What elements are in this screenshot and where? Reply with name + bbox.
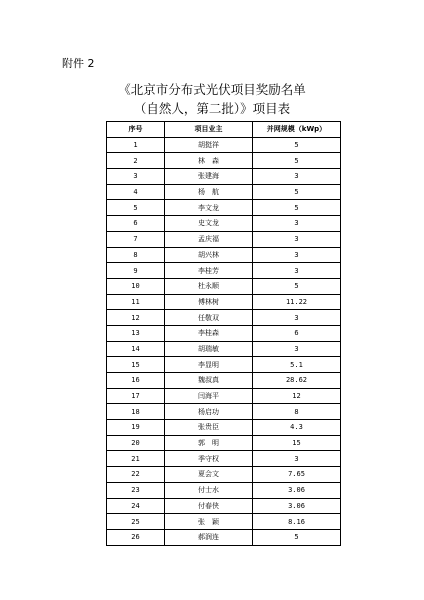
header-index: 序号 [107, 122, 165, 138]
row-owner: 林 森 [165, 153, 253, 169]
header-capacity: 并网规模（kWp） [253, 122, 341, 138]
row-capacity: 3 [253, 169, 341, 185]
table-row [107, 529, 341, 545]
table-row [107, 373, 341, 389]
row-index: 14 [107, 341, 165, 357]
row-index: 3 [107, 169, 165, 185]
row-index: 1 [107, 137, 165, 153]
row-capacity: 5.1 [253, 357, 341, 373]
row-owner: 李显明 [165, 357, 253, 373]
row-index: 12 [107, 310, 165, 326]
row-owner: 郝润连 [165, 529, 253, 545]
row-index: 16 [107, 373, 165, 389]
row-capacity: 3 [253, 216, 341, 232]
project-table [106, 121, 341, 546]
row-capacity: 5 [253, 278, 341, 294]
row-capacity: 8.16 [253, 514, 341, 530]
row-index: 18 [107, 404, 165, 420]
row-index: 11 [107, 294, 165, 310]
row-index: 19 [107, 420, 165, 436]
row-index: 25 [107, 514, 165, 530]
row-capacity: 8 [253, 404, 341, 420]
table-row [107, 388, 341, 404]
row-capacity: 3 [253, 341, 341, 357]
row-owner: 任敬双 [165, 310, 253, 326]
row-capacity: 5 [253, 184, 341, 200]
table-row [107, 184, 341, 200]
table-row [107, 278, 341, 294]
table-row [107, 216, 341, 232]
table-row [107, 420, 341, 436]
table-row [107, 263, 341, 279]
table-header-row [107, 122, 341, 138]
row-owner: 闫海平 [165, 388, 253, 404]
table-row [107, 153, 341, 169]
table-row [107, 451, 341, 467]
row-index: 13 [107, 325, 165, 341]
table-row [107, 294, 341, 310]
table-row [107, 137, 341, 153]
header-owner: 项目业主 [165, 122, 253, 138]
table-row [107, 325, 341, 341]
row-owner: 杨 航 [165, 184, 253, 200]
row-owner: 郭 明 [165, 435, 253, 451]
row-owner: 孟庆福 [165, 231, 253, 247]
row-index: 2 [107, 153, 165, 169]
row-capacity: 5 [253, 200, 341, 216]
table-row [107, 310, 341, 326]
table-row [107, 467, 341, 483]
row-owner: 傅林树 [165, 294, 253, 310]
row-index: 22 [107, 467, 165, 483]
attachment-label: 附件 2 [62, 57, 95, 70]
row-capacity: 3.06 [253, 498, 341, 514]
row-owner: 胡瑞敏 [165, 341, 253, 357]
table-row [107, 169, 341, 185]
row-index: 20 [107, 435, 165, 451]
table-row [107, 200, 341, 216]
row-index: 4 [107, 184, 165, 200]
row-index: 17 [107, 388, 165, 404]
row-capacity: 6 [253, 325, 341, 341]
row-capacity: 5 [253, 137, 341, 153]
row-capacity: 5 [253, 529, 341, 545]
row-owner: 杜永顺 [165, 278, 253, 294]
row-capacity: 7.65 [253, 467, 341, 483]
row-index: 8 [107, 247, 165, 263]
row-index: 23 [107, 482, 165, 498]
row-capacity: 15 [253, 435, 341, 451]
row-capacity: 3.06 [253, 482, 341, 498]
table-row [107, 482, 341, 498]
row-owner: 张 颖 [165, 514, 253, 530]
table-row [107, 498, 341, 514]
row-capacity: 3 [253, 451, 341, 467]
row-index: 7 [107, 231, 165, 247]
row-index: 21 [107, 451, 165, 467]
row-owner: 杨启功 [165, 404, 253, 420]
table-row [107, 404, 341, 420]
row-capacity: 3 [253, 231, 341, 247]
row-index: 15 [107, 357, 165, 373]
row-capacity: 3 [253, 263, 341, 279]
row-index: 10 [107, 278, 165, 294]
row-owner: 季守权 [165, 451, 253, 467]
row-owner: 李文龙 [165, 200, 253, 216]
row-owner: 张贵臣 [165, 420, 253, 436]
row-index: 9 [107, 263, 165, 279]
row-capacity: 5 [253, 153, 341, 169]
document-title-line-2: （自然人，第二批）》项目表 [133, 101, 291, 116]
row-capacity: 4.3 [253, 420, 341, 436]
row-owner: 李桂芳 [165, 263, 253, 279]
row-index: 26 [107, 529, 165, 545]
row-index: 5 [107, 200, 165, 216]
row-capacity: 28.62 [253, 373, 341, 389]
document-title-line-1: 《北京市分布式光伏项目奖励名单 [118, 82, 306, 97]
table-row [107, 247, 341, 263]
table-row [107, 357, 341, 373]
table-row [107, 514, 341, 530]
table-row [107, 435, 341, 451]
row-owner: 胡挺祥 [165, 137, 253, 153]
row-capacity: 3 [253, 247, 341, 263]
row-owner: 李桂森 [165, 325, 253, 341]
table-row [107, 231, 341, 247]
row-capacity: 3 [253, 310, 341, 326]
table-row [107, 341, 341, 357]
row-owner: 夏会文 [165, 467, 253, 483]
row-owner: 胡兴林 [165, 247, 253, 263]
row-owner: 张建海 [165, 169, 253, 185]
row-owner: 付春侠 [165, 498, 253, 514]
row-owner: 史文龙 [165, 216, 253, 232]
row-capacity: 11.22 [253, 294, 341, 310]
row-index: 6 [107, 216, 165, 232]
row-owner: 付士水 [165, 482, 253, 498]
row-capacity: 12 [253, 388, 341, 404]
row-index: 24 [107, 498, 165, 514]
row-owner: 魏叔真 [165, 373, 253, 389]
